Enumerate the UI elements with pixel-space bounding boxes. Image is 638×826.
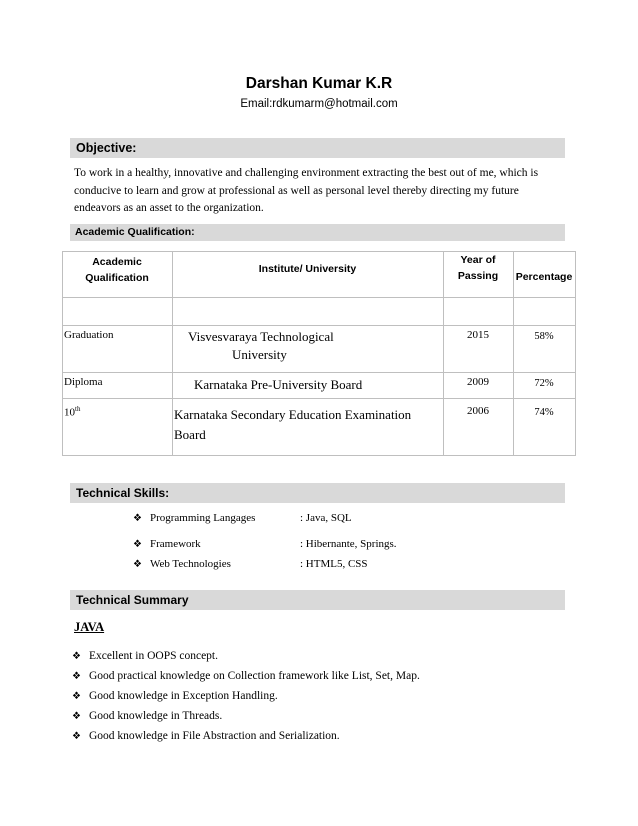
skills-title: Technical Skills: [76, 486, 170, 500]
academic-header [70, 224, 565, 241]
diamond-bullet-icon: ❖ [133, 559, 142, 570]
skill-value: : Hibernante, Springs. [300, 538, 397, 550]
summary-item [72, 670, 420, 682]
skill-item [133, 538, 201, 550]
skills-header [70, 483, 565, 503]
summary-text: Good knowledge in File Abstraction and Serialization. [88, 730, 340, 742]
header-year [443, 252, 513, 284]
skill-value: : HTML5, CSS [300, 558, 368, 570]
cell-year: 2015 [467, 329, 489, 341]
objective-title: Objective: [76, 141, 137, 155]
objective-text: To work in a healthy, innovative and challenging environment extracting the best out of me, which is conducive to learn and grow at professional as well as personal level thereby directing my future endeavors as an asset to the organization. [74, 167, 539, 214]
table-rule [62, 455, 576, 456]
summary-text: Excellent in OOPS concept. [88, 650, 218, 662]
summary-item [72, 650, 218, 662]
skill-label: Web Technologies [149, 558, 231, 570]
diamond-bullet-icon: ❖ [72, 651, 81, 662]
skill-item [133, 558, 231, 570]
header-qualification [62, 254, 172, 286]
cell-institute: Visvesvaraya Technological [188, 329, 334, 344]
header-institute: Institute/ University [258, 263, 357, 275]
table-rule [172, 251, 173, 456]
diamond-bullet-icon: ❖ [133, 539, 142, 550]
table-rule [62, 297, 576, 298]
header-text: Year of [460, 254, 496, 266]
skill-label: Framework [149, 538, 201, 550]
cell-institute: Board [174, 427, 206, 442]
cell-percentage: 72% [534, 378, 554, 389]
cell-institute: Karnataka Pre-University Board [194, 377, 363, 392]
summary-header [70, 590, 565, 610]
cell-qualification: Diploma [64, 376, 103, 388]
table-rule [62, 398, 576, 399]
diamond-bullet-icon: ❖ [133, 513, 142, 524]
header-text: Academic [92, 256, 142, 268]
cell-year: 2006 [467, 405, 489, 417]
cell-text: 10 [64, 406, 75, 419]
cell-year: 2009 [467, 376, 489, 388]
summary-item [72, 710, 222, 722]
header-text: Qualification [85, 272, 149, 284]
summary-item [72, 730, 340, 742]
diamond-bullet-icon: ❖ [72, 731, 81, 742]
cell-qualification [64, 405, 80, 419]
skill-value: : Java, SQL [300, 512, 352, 524]
cell-institute: University [232, 347, 287, 362]
cell-superscript: th [75, 405, 81, 413]
summary-title: Technical Summary [76, 593, 189, 607]
skill-label: Programming Langages [149, 512, 256, 524]
academic-title: Academic Qualification: [75, 226, 195, 238]
table-rule [62, 325, 576, 326]
cell-percentage: 58% [534, 331, 554, 342]
cell-qualification: Graduation [64, 329, 114, 341]
summary-text: Good practical knowledge on Collection framework like List, Set, Map. [88, 670, 420, 682]
candidate-name: Darshan Kumar K.R [245, 75, 393, 92]
objective-header [70, 138, 565, 158]
summary-item [72, 690, 278, 702]
diamond-bullet-icon: ❖ [72, 691, 81, 702]
summary-text: Good knowledge in Threads. [88, 710, 223, 722]
diamond-bullet-icon: ❖ [72, 671, 81, 682]
skill-item [133, 512, 255, 524]
table-rule [575, 251, 576, 456]
academic-table [62, 251, 576, 456]
diamond-bullet-icon: ❖ [72, 711, 81, 722]
cell-institute: Karnataka Secondary Education Examination [174, 407, 412, 422]
header-percentage: Percentage [515, 271, 573, 283]
table-rule [62, 372, 576, 373]
summary-text: Good knowledge in Exception Handling. [88, 690, 278, 702]
cell-percentage: 74% [534, 407, 554, 418]
candidate-email: Email:rdkumarm@hotmail.com [240, 98, 398, 110]
java-subheading: JAVA [74, 620, 105, 634]
header-text: Passing [457, 270, 499, 282]
